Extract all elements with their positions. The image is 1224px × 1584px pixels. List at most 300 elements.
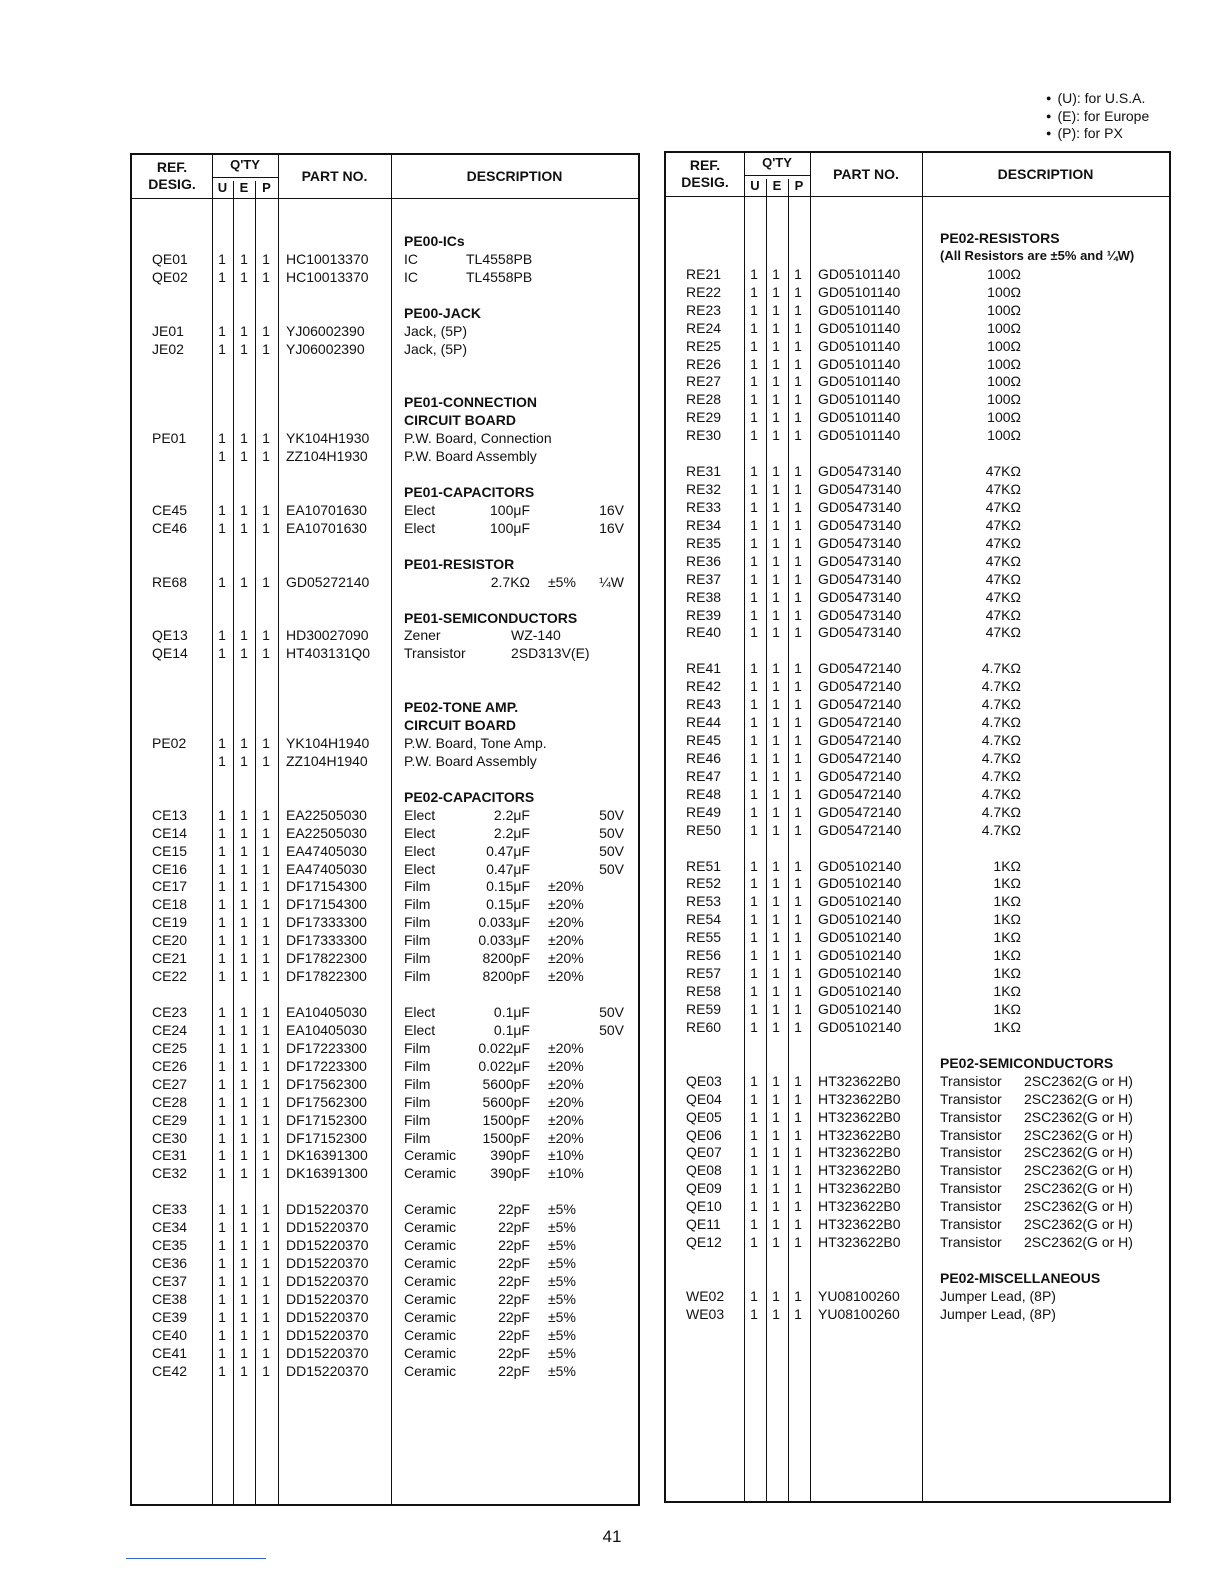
- qty-e: 1: [240, 1039, 248, 1056]
- tolerance: ±20%: [548, 878, 584, 895]
- qty-u: 1: [750, 265, 758, 282]
- header-e: E: [772, 178, 782, 193]
- part-number: EA10405030: [286, 1021, 367, 1038]
- qty-e: 1: [772, 516, 780, 533]
- value: 1KΩ: [993, 983, 1021, 1000]
- part-row: [132, 806, 638, 824]
- part-row: [666, 1197, 1169, 1215]
- part-row: [666, 749, 1169, 767]
- ref-desig: CE16: [152, 860, 188, 877]
- description: Ceramic: [404, 1237, 457, 1254]
- part-number: DK16391300: [286, 1147, 368, 1164]
- ref-desig: PE01: [152, 430, 187, 447]
- qty-u: 1: [750, 570, 758, 587]
- qty-u: 1: [750, 498, 758, 515]
- description: Ceramic: [404, 1255, 457, 1271]
- qty-u: 1: [750, 606, 758, 623]
- qty-u: 1: [750, 785, 758, 802]
- qty-e: 1: [772, 534, 780, 551]
- qty-e: 1: [772, 409, 780, 426]
- part-number: GD05101140: [818, 391, 901, 408]
- part-row: [666, 319, 1169, 337]
- part-row: [666, 265, 1169, 283]
- qty-e: 1: [772, 337, 780, 354]
- qty-u: 1: [750, 463, 758, 480]
- part-row: [666, 964, 1169, 982]
- description: P.W. Board Assembly: [404, 448, 537, 465]
- qty-p: 1: [262, 448, 270, 465]
- qty-p: 1: [794, 1216, 802, 1233]
- qty-p: 1: [262, 1075, 270, 1092]
- qty-u: 1: [218, 1111, 226, 1128]
- ref-desig: CE31: [152, 1147, 188, 1164]
- part-number: YK104H1930: [286, 430, 370, 447]
- tolerance: ±5%: [548, 1201, 576, 1218]
- ref-desig: QE07: [686, 1144, 722, 1161]
- part-row: [132, 1021, 638, 1039]
- qty-u: 1: [750, 1162, 758, 1179]
- qty-e: 1: [240, 448, 248, 465]
- qty-p: 1: [794, 409, 802, 426]
- value: 0.022μF: [478, 1039, 530, 1056]
- value: 47KΩ: [985, 624, 1021, 641]
- part-number: GD05473140: [818, 570, 902, 587]
- qty-e: 1: [772, 1090, 780, 1107]
- qty-u: 1: [750, 1000, 758, 1017]
- part-row: [132, 1093, 638, 1111]
- part-number: DF17154300: [286, 878, 367, 895]
- qty-p: 1: [794, 1180, 802, 1197]
- part-row: [666, 355, 1169, 373]
- part-number: GD05101140: [818, 409, 901, 426]
- qty-u: 1: [218, 1147, 226, 1164]
- footer-link-line: [126, 1558, 266, 1559]
- value: 100Ω: [987, 391, 1021, 408]
- ref-desig: CE34: [152, 1219, 188, 1236]
- ref-desig: CE15: [152, 842, 188, 859]
- part-row: [132, 752, 638, 770]
- qty-e: 1: [772, 570, 780, 587]
- qty-u: 1: [218, 860, 226, 877]
- qty-p: 1: [794, 875, 802, 892]
- ref-desig: RE35: [686, 534, 722, 551]
- description: Ceramic: [404, 1344, 457, 1361]
- part-number: GD05102140: [818, 929, 902, 946]
- ref-desig: CE42: [152, 1362, 188, 1379]
- ref-desig: QE09: [686, 1180, 722, 1197]
- description: Ceramic: [404, 1308, 457, 1325]
- section-title: PE01-CAPACITORS: [404, 484, 535, 501]
- qty-p: 1: [794, 821, 802, 838]
- tolerance: ±5%: [548, 1237, 576, 1254]
- qty-u: 1: [218, 430, 226, 447]
- qty-p: 1: [262, 1003, 270, 1020]
- part-number: GD05473140: [818, 498, 902, 515]
- qty-u: 1: [218, 1219, 226, 1236]
- qty-p: 1: [794, 337, 802, 354]
- qty-p: 1: [262, 896, 270, 913]
- qty-u: 1: [750, 283, 758, 300]
- ref-desig: RE40: [686, 624, 722, 641]
- qty-p: 1: [794, 1000, 802, 1017]
- qty-p: 1: [262, 735, 270, 752]
- part-row: [666, 337, 1169, 355]
- value: 4.7KΩ: [981, 785, 1021, 802]
- header-e: E: [239, 180, 249, 195]
- qty-e: 1: [240, 340, 248, 357]
- ref-desig: QE06: [686, 1126, 722, 1143]
- part-row: [666, 892, 1169, 910]
- qty-p: 1: [262, 914, 270, 931]
- qty-p: 1: [794, 696, 802, 713]
- qty-p: 1: [794, 516, 802, 533]
- value: 390pF: [490, 1165, 530, 1182]
- ref-desig: QE05: [686, 1108, 722, 1125]
- qty-e: 1: [772, 1144, 780, 1161]
- part-number: GD05473140: [818, 481, 902, 498]
- qty-e: 1: [772, 965, 780, 982]
- part-number: DK16391300: [286, 1165, 368, 1182]
- qty-p: 1: [794, 391, 802, 408]
- section-heading-row: [132, 788, 638, 806]
- description: Ceramic: [404, 1201, 457, 1218]
- part-row: [132, 250, 638, 268]
- qty-u: 1: [750, 1287, 758, 1304]
- qty-e: 1: [240, 932, 248, 949]
- qty-p: 1: [794, 624, 802, 641]
- part-number: DF17822300: [286, 968, 367, 985]
- qty-u: 1: [218, 1272, 226, 1289]
- part-row: [666, 1108, 1169, 1126]
- rating: 50V: [599, 1021, 624, 1038]
- qty-p: 1: [794, 714, 802, 731]
- ref-desig: CE25: [152, 1039, 188, 1056]
- ref-desig: CE19: [152, 914, 188, 931]
- ref-desig: JE02: [152, 340, 184, 357]
- header-part-no: PART NO.: [833, 166, 899, 182]
- part-row: [666, 570, 1169, 588]
- tolerance: ±5%: [548, 1219, 576, 1236]
- ref-desig: QE01: [152, 250, 188, 267]
- ref-desig: RE37: [686, 570, 722, 587]
- value: 0.1μF: [493, 1021, 530, 1038]
- qty-u: 1: [218, 1308, 226, 1325]
- ref-desig: RE48: [686, 785, 722, 802]
- qty-p: 1: [262, 950, 270, 967]
- qty-p: 1: [262, 519, 270, 536]
- ref-desig: QE11: [686, 1216, 721, 1233]
- qty-p: 1: [262, 322, 270, 339]
- tolerance: ±10%: [548, 1147, 584, 1164]
- qty-e: 1: [772, 1018, 780, 1035]
- part-row: [132, 519, 638, 537]
- qty-u: 1: [218, 1326, 226, 1343]
- rating: 50V: [599, 860, 624, 877]
- description: Transistor: [940, 1162, 1002, 1179]
- part-number: HC10013370: [286, 250, 369, 267]
- value: 2.2μF: [493, 824, 530, 841]
- page-number: 41: [602, 1527, 622, 1546]
- rating: ¼W: [599, 573, 624, 590]
- qty-e: 1: [772, 463, 780, 480]
- qty-p: 1: [262, 842, 270, 859]
- qty-e: 1: [240, 842, 248, 859]
- qty-u: 1: [218, 1003, 226, 1020]
- qty-p: 1: [794, 749, 802, 766]
- qty-e: 1: [772, 624, 780, 641]
- description: Transistor: [940, 1234, 1002, 1251]
- part-row: [666, 462, 1169, 480]
- qty-u: 1: [218, 896, 226, 913]
- ref-desig: RE32: [686, 481, 722, 498]
- part-number: HT323622B0: [818, 1234, 901, 1251]
- rating: 50V: [599, 824, 624, 841]
- part-row: [666, 623, 1169, 641]
- part-row: [666, 1305, 1169, 1323]
- part-number: GD05473140: [818, 588, 902, 605]
- value: 1KΩ: [993, 947, 1021, 964]
- value: 0.033μF: [478, 914, 530, 931]
- description: P.W. Board, Connection: [404, 430, 552, 447]
- qty-p: 1: [794, 767, 802, 784]
- ref-desig: CE13: [152, 806, 188, 823]
- legend-europe: ● (E): for Europe: [1046, 108, 1149, 126]
- type-name: 2SC2362(G or H): [1024, 1198, 1133, 1215]
- tolerance: ±5%: [548, 1290, 576, 1307]
- part-number: DD15220370: [286, 1362, 369, 1379]
- part-number: YU08100260: [818, 1287, 900, 1304]
- tolerance: ±20%: [548, 1057, 584, 1074]
- part-number: GD05473140: [818, 606, 902, 623]
- part-number: GD05472140: [818, 785, 902, 802]
- qty-e: 1: [772, 481, 780, 498]
- ref-desig: RE43: [686, 696, 722, 713]
- part-number: DF17223300: [286, 1039, 367, 1056]
- qty-u: 1: [218, 878, 226, 895]
- part-row: [666, 731, 1169, 749]
- tolerance: ±20%: [548, 1111, 584, 1128]
- value: 22pF: [498, 1237, 530, 1254]
- qty-u: 1: [750, 427, 758, 444]
- qty-e: 1: [772, 265, 780, 282]
- qty-u: 1: [218, 519, 226, 536]
- part-row: [132, 860, 638, 878]
- tolerance: ±20%: [548, 1039, 584, 1056]
- qty-p: 1: [262, 1147, 270, 1164]
- part-row: [132, 1272, 638, 1290]
- header-desig: DESIG.: [148, 176, 196, 192]
- part-number: GD05473140: [818, 552, 902, 569]
- description: Jumper Lead, (8P): [940, 1305, 1056, 1322]
- qty-p: 1: [794, 1234, 802, 1251]
- part-row: [666, 803, 1169, 821]
- part-number: DD15220370: [286, 1201, 369, 1218]
- part-row: [666, 408, 1169, 426]
- section-title: PE01-CONNECTION: [404, 394, 538, 411]
- part-row: [132, 734, 638, 752]
- description: P.W. Board, Tone Amp.: [404, 735, 547, 752]
- qty-u: 1: [750, 947, 758, 964]
- part-number: GD05101140: [818, 355, 901, 372]
- qty-p: 1: [794, 785, 802, 802]
- ref-desig: RE49: [686, 803, 722, 820]
- qty-e: 1: [240, 322, 248, 339]
- qty-p: 1: [794, 570, 802, 587]
- part-number: HT323622B0: [818, 1126, 901, 1143]
- part-row: [132, 644, 638, 662]
- part-number: GD05472140: [818, 821, 902, 838]
- qty-e: 1: [772, 857, 780, 874]
- header-ref: REF.: [156, 159, 188, 175]
- part-row: [666, 1179, 1169, 1197]
- ref-desig: CE45: [152, 501, 188, 518]
- qty-e: 1: [240, 1308, 248, 1325]
- section-heading-row: [132, 393, 638, 411]
- part-number: HD30027090: [286, 627, 369, 644]
- part-number: YK104H1940: [286, 735, 370, 752]
- ref-desig: RE27: [686, 373, 722, 390]
- qty-u: 1: [750, 1180, 758, 1197]
- qty-u: 1: [750, 714, 758, 731]
- ref-desig: QE14: [152, 645, 188, 662]
- ref-desig: RE38: [686, 588, 722, 605]
- legend-px: ● (P): for PX: [1046, 125, 1149, 143]
- ref-desig: JE01: [152, 322, 184, 339]
- part-number: GD05472140: [818, 696, 902, 713]
- type-name: 2SC2362(G or H): [1024, 1234, 1133, 1251]
- part-row: [666, 1018, 1169, 1036]
- ref-desig: RE42: [686, 678, 722, 695]
- part-number: DD15220370: [286, 1219, 369, 1236]
- qty-p: 1: [794, 983, 802, 1000]
- qty-p: 1: [794, 1144, 802, 1161]
- value: 47KΩ: [985, 516, 1021, 533]
- qty-e: 1: [772, 1216, 780, 1233]
- note-row: [666, 247, 1169, 265]
- ref-desig: CE22: [152, 968, 188, 985]
- description: Elect: [404, 860, 436, 877]
- part-number: GD05101140: [818, 373, 901, 390]
- qty-e: 1: [772, 911, 780, 928]
- part-number: DF17562300: [286, 1093, 367, 1110]
- part-number: HC10013370: [286, 268, 369, 285]
- ref-desig: WE02: [686, 1287, 725, 1304]
- rating: 16V: [599, 501, 624, 518]
- qty-u: 1: [750, 319, 758, 336]
- tolerance: ±5%: [548, 1308, 576, 1325]
- part-row: [132, 1290, 638, 1308]
- qty-u: 1: [218, 932, 226, 949]
- tolerance: ±20%: [548, 1129, 584, 1146]
- qty-p: 1: [794, 427, 802, 444]
- section-heading-row: [132, 483, 638, 501]
- qty-e: 1: [772, 947, 780, 964]
- qty-p: 1: [794, 1126, 802, 1143]
- qty-u: 1: [750, 965, 758, 982]
- type-name: 2SC2362(G or H): [1024, 1180, 1133, 1197]
- qty-p: 1: [794, 355, 802, 372]
- ref-desig: RE23: [686, 301, 722, 318]
- ref-desig: CE23: [152, 1003, 188, 1020]
- qty-e: 1: [240, 1111, 248, 1128]
- qty-e: 1: [772, 427, 780, 444]
- tolerance: ±5%: [548, 1326, 576, 1343]
- value: 22pF: [498, 1308, 530, 1325]
- qty-e: 1: [240, 430, 248, 447]
- value: TL4558PB: [466, 268, 533, 285]
- part-number: DD15220370: [286, 1344, 369, 1361]
- value: 22pF: [498, 1255, 530, 1271]
- section-title: PE00-ICs: [404, 233, 465, 249]
- qty-e: 1: [240, 1290, 248, 1307]
- value: 22pF: [498, 1201, 530, 1218]
- qty-e: 1: [240, 1021, 248, 1038]
- value: 47KΩ: [985, 552, 1021, 569]
- part-number: HT323622B0: [818, 1180, 901, 1197]
- qty-u: 1: [750, 1305, 758, 1322]
- qty-u: 1: [750, 803, 758, 820]
- section-title: PE02-RESISTORS: [940, 230, 1060, 246]
- ref-desig: CE37: [152, 1272, 188, 1289]
- ref-desig: CE18: [152, 896, 188, 913]
- qty-e: 1: [772, 875, 780, 892]
- qty-p: 1: [794, 301, 802, 318]
- part-row: [666, 659, 1169, 677]
- ref-desig: RE30: [686, 427, 722, 444]
- value: 1KΩ: [993, 965, 1021, 982]
- ref-desig: RE22: [686, 283, 722, 300]
- qty-e: 1: [772, 1108, 780, 1125]
- part-number: EA47405030: [286, 842, 367, 859]
- part-row: [666, 874, 1169, 892]
- qty-e: 1: [772, 1287, 780, 1304]
- part-row: [132, 1362, 638, 1380]
- part-number: YJ06002390: [286, 322, 365, 339]
- qty-u: 1: [218, 1057, 226, 1074]
- value: 100Ω: [987, 319, 1021, 336]
- ref-desig: RE57: [686, 965, 722, 982]
- qty-p: 1: [794, 1162, 802, 1179]
- part-number: ZZ104H1940: [286, 752, 368, 769]
- description: Film: [404, 1111, 431, 1128]
- type-name: 2SC2362(G or H): [1024, 1216, 1133, 1233]
- qty-p: 1: [794, 319, 802, 336]
- part-number: HT323622B0: [818, 1198, 901, 1215]
- section-title: PE02-MISCELLANEOUS: [940, 1269, 1101, 1286]
- header-desig: DESIG.: [681, 174, 729, 190]
- qty-u: 1: [218, 573, 226, 590]
- qty-u: 1: [218, 501, 226, 518]
- part-number: HT323622B0: [818, 1144, 901, 1161]
- part-number: HT323622B0: [818, 1162, 901, 1179]
- tolerance: ±20%: [548, 1075, 584, 1092]
- ref-desig: QE04: [686, 1090, 722, 1107]
- qty-u: 1: [218, 1129, 226, 1146]
- qty-u: 1: [750, 624, 758, 641]
- qty-e: 1: [772, 732, 780, 749]
- part-number: GD05102140: [818, 965, 902, 982]
- ref-desig: QE02: [152, 268, 188, 285]
- part-row: [666, 713, 1169, 731]
- part-number: EA10701630: [286, 519, 367, 536]
- tolerance: ±10%: [548, 1165, 584, 1182]
- qty-u: 1: [750, 857, 758, 874]
- value: 100Ω: [987, 355, 1021, 372]
- qty-u: 1: [218, 824, 226, 841]
- description: Film: [404, 1039, 431, 1056]
- part-number: GD05472140: [818, 749, 902, 766]
- ref-desig: CE39: [152, 1308, 188, 1325]
